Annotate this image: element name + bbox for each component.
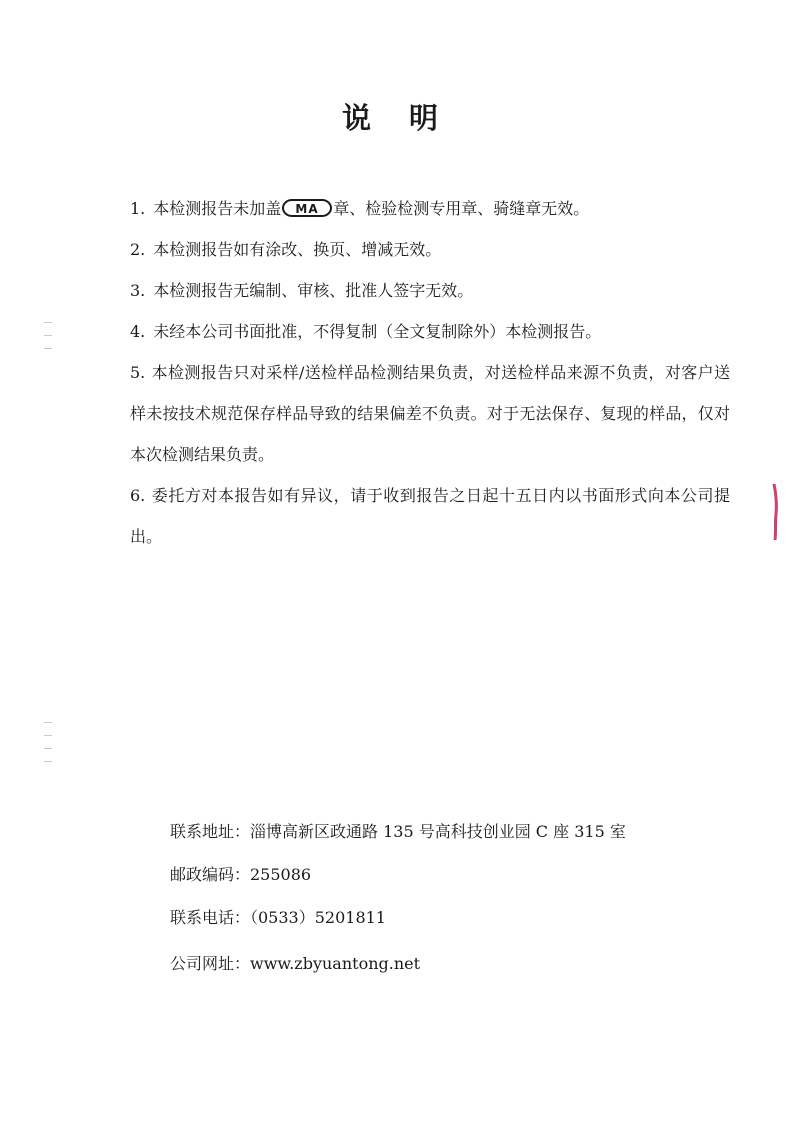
- note-item-2: [130, 229, 730, 270]
- note-item-1: [130, 188, 730, 229]
- note-text: 未经本公司书面批准，不得复制（全文复制除外）本检测报告。: [153, 322, 602, 341]
- note-text: 委托方对本报告如有异议，请于收到报告之日起十五日内以书面形式向本公司提出。: [130, 486, 730, 546]
- seal-edge-mark: [771, 484, 779, 540]
- note-text: 本检测报告只对采样/送检样品检测结果负责，对送检样品来源不负责，对客户送样未按技术规范保存样品导致的结果偏差不负责。对于无法保存、复现的样品，仅对本次检测结果负责。: [130, 363, 730, 464]
- note-number: 2.: [130, 240, 146, 259]
- note-item-6: [130, 475, 730, 557]
- contact-website: 公司网址：www.zbyuantong.net: [170, 954, 421, 973]
- note-text: 章、检验检测专用章、骑缝章无效。: [333, 199, 590, 218]
- note-item-3: [130, 270, 730, 311]
- note-number: 1.: [130, 199, 146, 218]
- note-number: 5.: [130, 363, 146, 382]
- contact-address: 联系地址：淄博高新区政通路 135 号高科技创业园 C 座 315 室: [170, 822, 626, 841]
- binding-hole-marks: [44, 722, 52, 774]
- cma-logo-icon: [282, 198, 332, 218]
- binding-hole-marks: [44, 322, 52, 361]
- svg-text:MA: MA: [295, 202, 319, 216]
- contact-info: [170, 810, 730, 985]
- note-text: 本检测报告未加盖: [153, 199, 282, 218]
- note-number: 6.: [130, 486, 146, 505]
- note-text: 本检测报告无编制、审核、批准人签字无效。: [153, 281, 474, 300]
- contact-phone: 联系电话：（0533）5201811: [170, 908, 386, 927]
- note-item-4: [130, 311, 730, 352]
- note-number: 4.: [130, 322, 146, 341]
- page-title: 说 明: [341, 101, 453, 135]
- notes-list: [130, 188, 730, 557]
- contact-postcode: 邮政编码：255086: [170, 865, 312, 884]
- note-number: 3.: [130, 281, 146, 300]
- note-text: 本检测报告如有涂改、换页、增减无效。: [153, 240, 442, 259]
- note-item-5: [130, 352, 730, 475]
